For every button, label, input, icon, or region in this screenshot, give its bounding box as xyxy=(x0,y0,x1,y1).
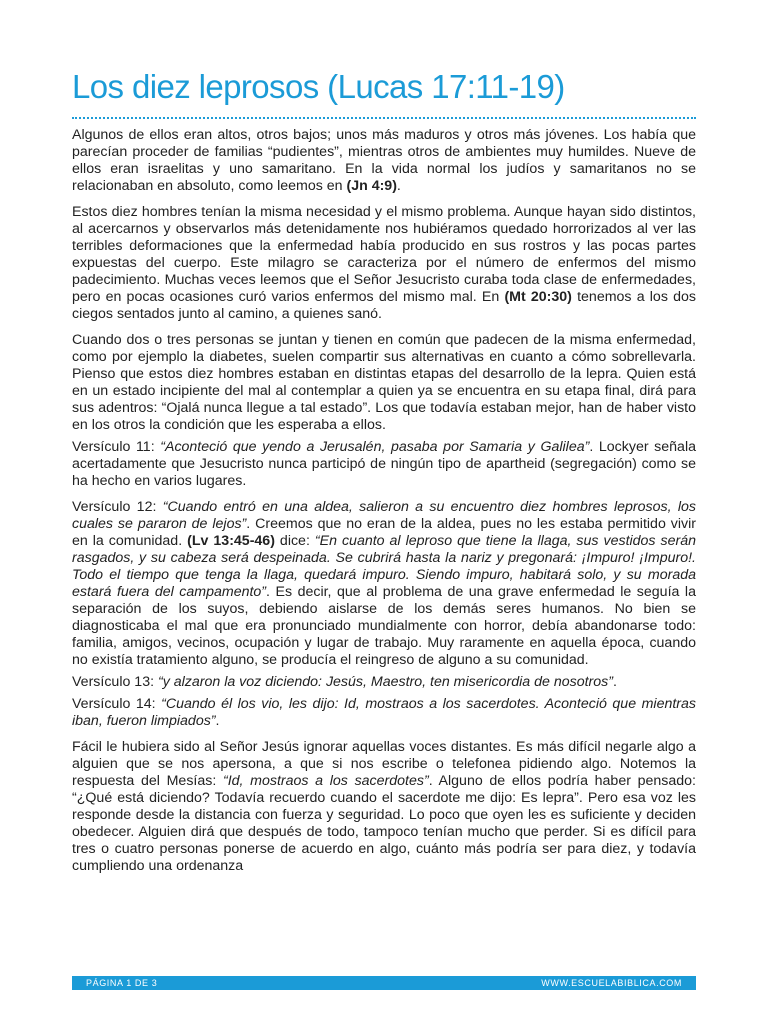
website-link[interactable]: WWW.ESCUELABIBLICA.COM xyxy=(541,978,682,988)
scripture-reference: (Jn 4:9) xyxy=(346,178,397,194)
verse-commentary: . Lockyer señala acertadamente que Jesucristo nunca participó de ningún tipo de apartheid (segregación) como se ha hecho en varios lugares. xyxy=(72,439,696,489)
verse-commentary: dice: xyxy=(274,533,315,549)
verse-quote: “Id, mostraos a los sacerdotes” xyxy=(222,773,429,789)
paragraph-1-text: Algunos de ellos eran altos, otros bajos; unos más maduros y otros más jóvenes. Los había que parecían proceder de familias “pudientes”, mientras otros de ambientes muy humildes. Nueve de ellos eran israelitas y uno samaritano. En la vida normal los judíos y samaritanos no se relacionaban en absoluto, como leemos en xyxy=(72,127,696,194)
paragraph-verse-13 xyxy=(72,674,696,691)
dotted-divider xyxy=(72,117,696,119)
paragraph-verse-14 xyxy=(72,696,696,730)
verse-label: Versículo 14: xyxy=(72,696,162,712)
scripture-reference: (Lv 13:45-46) xyxy=(187,533,275,549)
verse-label: Versículo 11: xyxy=(72,439,161,455)
page-number: PÁGINA 1 DE 3 xyxy=(86,978,158,988)
scripture-reference: (Mt 20:30) xyxy=(504,289,572,305)
verse-label: Versículo 12: xyxy=(72,499,163,515)
verse-commentary: . xyxy=(215,713,220,729)
paragraph-2 xyxy=(72,204,696,323)
verse-commentary: . Creemos que no eran de la aldea, pues no les estaba permitido vivir en la comunidad. xyxy=(72,516,696,549)
verse-quote: “Cuando entró en una aldea, salieron a su encuentro diez hombres leprosos, los cuales se pararon de lejos” xyxy=(72,499,696,532)
paragraph-8-text: Fácil le hubiera sido al Señor Jesús ignorar aquellas voces distantes. Es más difícil negarle algo a alguien que se nos apersona, a que si nos escribe o telefonea pidiendo algo. Notemos la respuesta del Mesías: xyxy=(72,739,696,789)
paragraph-2-end: tenemos a los dos ciegos sentados junto al camino, a quienes sanó. xyxy=(72,289,696,322)
paragraph-verse-12 xyxy=(72,499,696,669)
page-title: Los diez leprosos (Lucas 17:11-19) xyxy=(72,68,565,105)
paragraph-8 xyxy=(72,739,696,875)
paragraph-verse-11 xyxy=(72,439,696,490)
verse-quote: “Aconteció que yendo a Jerusalén, pasaba por Samaria y Galilea” xyxy=(160,439,590,455)
verse-quote: “En cuanto al leproso que tiene la llaga, sus vestidos serán rasgados, y su cabeza será despeinada. Se cubrirá hasta la nariz y pregonará: ¡Impuro! ¡Impuro!. Todo el tiempo que tenga la llaga, quedará impuro. Siendo impuro, habitará solo, y su morada estará fuera del campamento” xyxy=(72,533,697,600)
paragraph-1-end: . xyxy=(396,178,401,194)
paragraph-2-text: Estos diez hombres tenían la misma necesidad y el mismo problema. Aunque hayan sido distintos, al acercarnos y observarlos más detenidamente nos hubiéramos quedado horrorizados al ver las terribles deformaciones que la enfermedad había producido en sus rostros y las pocas partes expuestas del cuerpo. Este milagro se caracteriza por el número de enfermos del mismo padecimiento. Muchas veces leemos que el Señor Jesucristo curaba toda clase de enfermedades, pero en pocas ocasiones curó varios enfermos del mismo mal. En xyxy=(72,204,696,305)
paragraph-3: Cuando dos o tres personas se juntan y tienen en común que padecen de la misma enfermedad, como por ejemplo la diabetes, suelen compartir sus alternativas en cuanto a cómo sobrellevarla. Pienso que estos diez hombres estaban en distintas etapas del desarrollo de la lepra. Quien está en un estado incipiente del mal al contemplar a quien ya se encuentra en su etapa final, dirá para sus adentros: “Ojalá nunca llegue a tal estado”. Los que todavía estaban mejor, han de haber visto en los otros la condición que les esperaba a ellos. xyxy=(72,332,696,433)
article-body xyxy=(72,127,696,884)
paragraph-8-end: . Alguno de ellos podría haber pensado: “¿Qué está diciendo? Todavía recuerdo cuando el sacerdote me dijo: Es lepra”. Pero esa voz les responde desde la distancia con fuerza y seguridad. Lo poco que oyen les es suficiente y deciden obedecer. Alguien dirá que después de todo, tampoco tenían mucho que perder. Si es difícil para tres o cuatro personas ponerse de acuerdo en algo, cuánto más podría ser para diez, y todavía cumpliendo una ordenanza xyxy=(72,773,696,874)
verse-quote: “Cuando él los vio, les dijo: Id, mostraos a los sacerdotes. Aconteció que mientras iban, fueron limpiados” xyxy=(72,696,697,729)
verse-commentary: . Es decir, que al problema de una grave enfermedad le seguía la separación de los suyos, debiendo aislarse de los demás seres humanos. No bien se diagnosticaba el mal que era pronunciado mundialmente con horror, debía abandonarse todo: familia, amigos, vecinos, ocupación y lugar de trabajo. Muy raramente en aquella época, cuando no existía tratamiento alguno, se producía el reingreso de alguno a su comunidad. xyxy=(72,584,696,668)
verse-label: Versículo 13: xyxy=(72,674,158,690)
verse-quote: “y alzaron la voz diciendo: Jesús, Maestro, ten misericordia de nosotros” xyxy=(157,674,613,690)
page-footer xyxy=(72,976,696,990)
paragraph-1 xyxy=(72,127,696,195)
verse-commentary: . xyxy=(612,674,617,690)
